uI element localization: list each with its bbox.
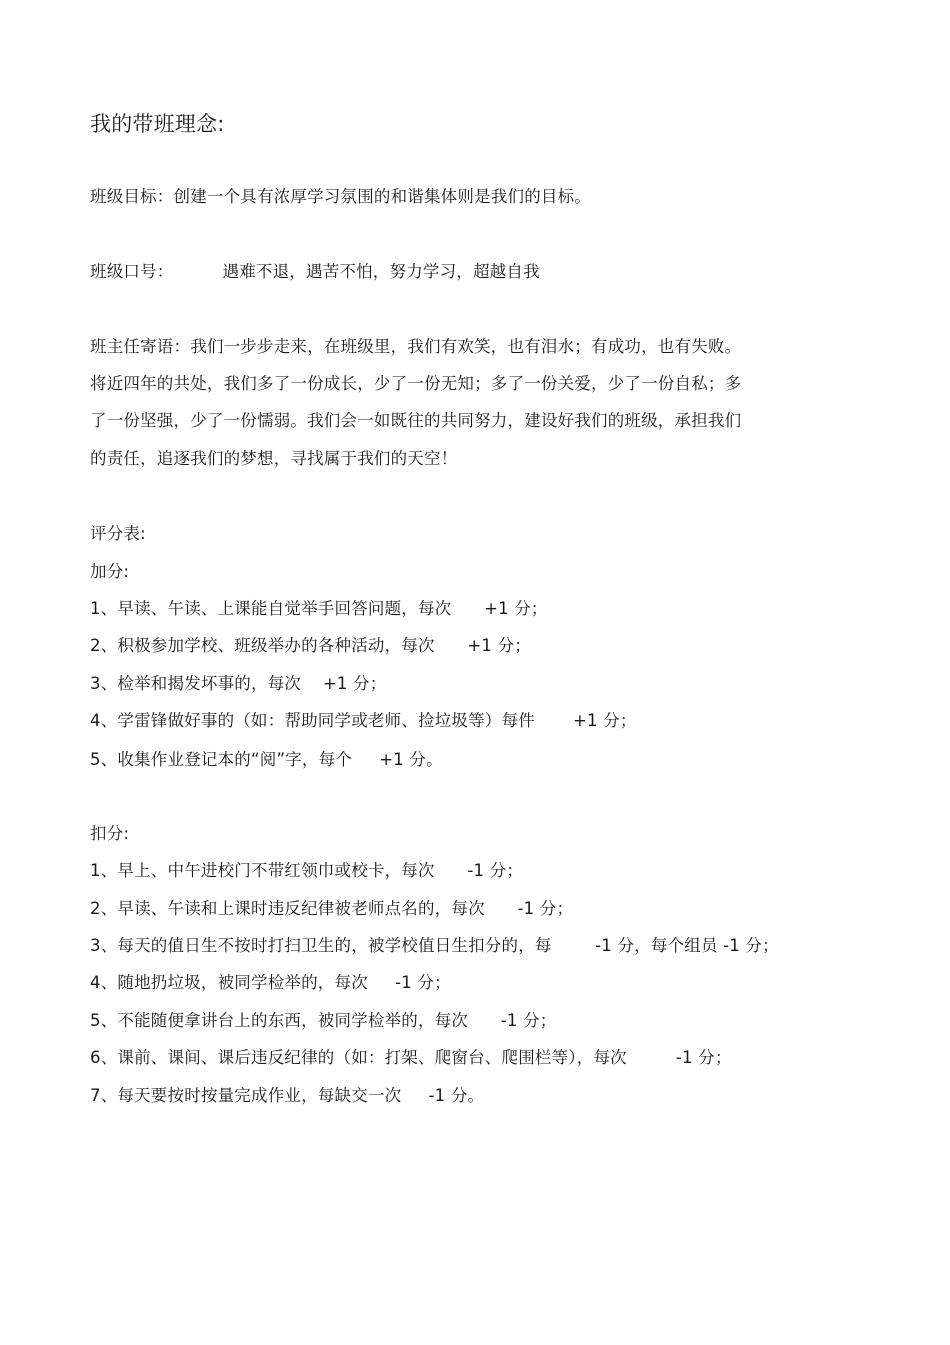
deduct-points-item: 7、每天要按时按量完成作业，每缺交一次 -1 分。 xyxy=(90,1086,485,1105)
class-slogan: 班级口号： 遇难不退，遇苦不怕，努力学习，超越自我 xyxy=(90,262,540,281)
add-points-title: 加分: xyxy=(90,562,130,581)
deduct-points-item: 6、课前、课间、课后违反纪律的（如：打架、爬窗台、爬围栏等），每次 -1 分； xyxy=(90,1048,732,1067)
class-goal: 班级目标：创建一个具有浓厚学习氛围的和谐集体则是我们的目标。 xyxy=(90,187,591,206)
add-points-item: 5、收集作业登记本的“阅”字，每个 +1 分。 xyxy=(90,750,443,769)
add-points-item: 1、早读、午读、上课能自觉举手回答问题，每次 +1 分； xyxy=(90,599,548,618)
teacher-message-line: 班主任寄语：我们一步步走来，在班级里，我们有欢笑，也有泪水；有成功，也有失败。 xyxy=(90,337,742,356)
deduct-points-item: 5、不能随便拿讲台上的东西，被同学检举的，每次 -1 分； xyxy=(90,1011,557,1030)
deduct-points-item: 4、随地扔垃圾，被同学检举的，每次 -1 分； xyxy=(90,973,451,992)
deduct-points-item: 1、早上、中午进校门不带红领巾或校卡，每次 -1 分； xyxy=(90,861,524,880)
add-points-item: 3、检举和揭发坏事的，每次 +1 分； xyxy=(90,674,387,693)
add-points-item: 2、积极参加学校、班级举办的各种活动，每次 +1 分； xyxy=(90,636,531,655)
deduct-points-item: 3、每天的值日生不按时打扫卫生的，被学校值日生扣分的，每 -1 分，每个组员 -1 分； xyxy=(90,936,779,955)
score-table-title: 评分表: xyxy=(90,524,146,543)
deduct-points-item: 2、早读、午读和上课时违反纪律被老师点名的，每次 -1 分； xyxy=(90,899,574,918)
teacher-message-line: 将近四年的共处，我们多了一份成长，少了一份无知；多了一份关爱，少了一份自私；多 xyxy=(90,374,742,393)
teacher-message-line: 的责任，追逐我们的梦想，寻找属于我们的天空！ xyxy=(90,449,458,468)
add-points-item: 4、学雷锋做好事的（如：帮助同学或老师、捡垃圾等）每件 +1 分； xyxy=(90,711,637,730)
teacher-message-line: 了一份坚强，少了一份懦弱。我们会一如既往的共同努力，建设好我们的班级，承担我们 xyxy=(90,411,742,430)
page-title: 我的带班理念: xyxy=(90,112,225,136)
deduct-points-title: 扣分: xyxy=(90,824,130,843)
